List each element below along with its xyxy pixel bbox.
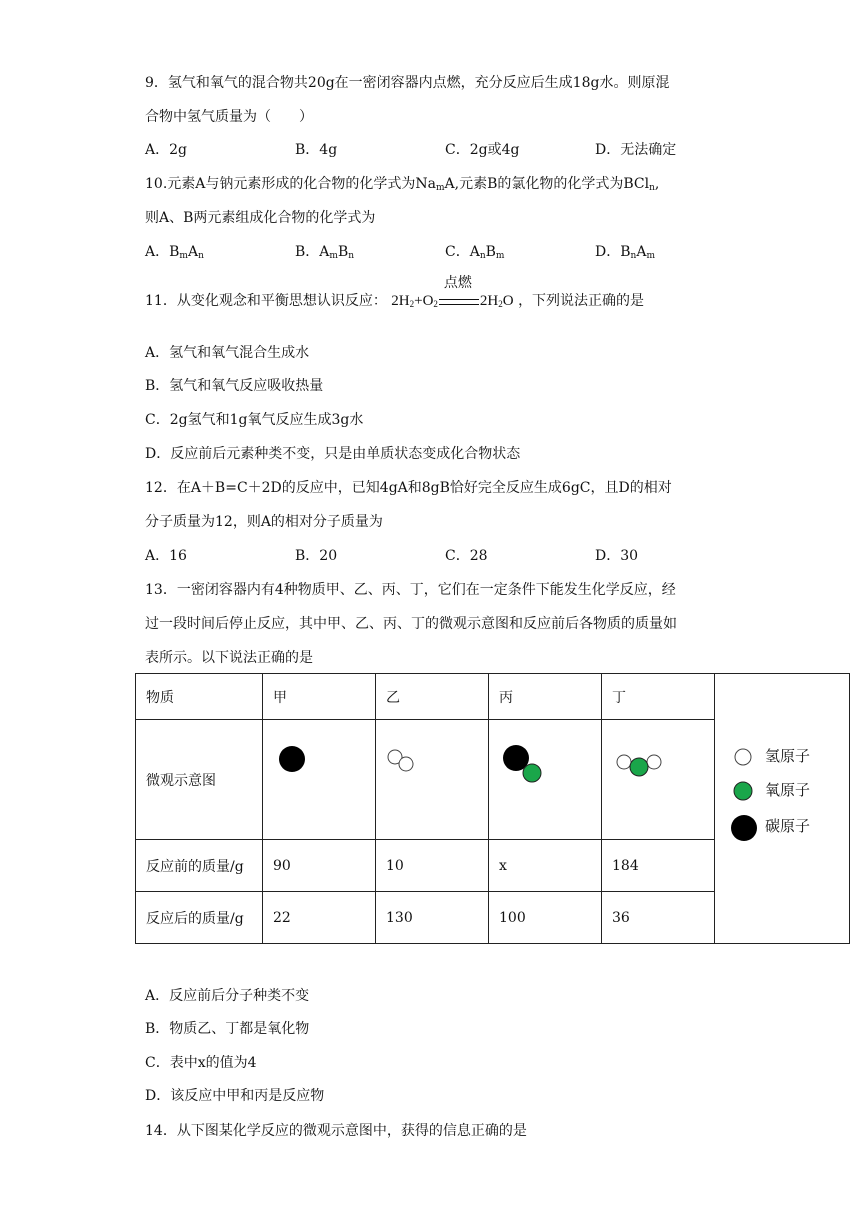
cell-after-jia: 22 bbox=[263, 892, 376, 944]
q9-stem-line1: 9．氢气和氧气的混合物共20g在一密闭容器内点燃，充分反应后生成18g水。则原混 bbox=[145, 75, 670, 91]
q11-option-d: D．反应前后元素种类不变，只是由单质状态变成化合物状态 bbox=[145, 446, 521, 462]
cell-after-yi: 130 bbox=[376, 892, 489, 944]
q13-option-a: A．反应前后分子种类不变 bbox=[145, 988, 310, 1004]
cell-before-jia: 90 bbox=[263, 840, 376, 892]
q11-option-b: B．氢气和氧气反应吸收热量 bbox=[145, 378, 324, 394]
q10-a-mid: A bbox=[187, 244, 199, 260]
carbon-atom-icon bbox=[731, 815, 759, 843]
q13-stem-line3: 表所示。以下说法正确的是 bbox=[145, 650, 313, 666]
cell-micro-label: 微观示意图 bbox=[136, 720, 263, 840]
legend-label-hydrogen: 氢原子 bbox=[765, 747, 811, 765]
q12-stem-line2: 分子质量为12，则A的相对分子质量为 bbox=[145, 514, 383, 530]
q12-option-c: C．28 bbox=[445, 548, 488, 564]
hydrogen-molecule-icon bbox=[386, 744, 426, 784]
q10-a-sub2: n bbox=[198, 251, 204, 261]
cell-before-label: 反应前的质量/g bbox=[136, 840, 263, 892]
q10-b-sub1: m bbox=[329, 251, 338, 261]
q12-option-d: D．30 bbox=[595, 548, 639, 564]
q9-option-c: C．2g或4g bbox=[445, 142, 520, 158]
cell-micro-jia bbox=[263, 720, 376, 840]
eq-double-line bbox=[439, 299, 479, 305]
q10-a-sub1: m bbox=[179, 251, 188, 261]
cell-before-ding: 184 bbox=[602, 840, 715, 892]
q10-option-c bbox=[445, 242, 504, 262]
q10-c-pre: C．A bbox=[445, 244, 480, 260]
hydrogen-atom-icon bbox=[647, 755, 661, 769]
cell-before-yi: 10 bbox=[376, 840, 489, 892]
cell-after-bing: 100 bbox=[489, 892, 602, 944]
co-molecule-icon bbox=[499, 744, 549, 788]
q10-c-sub2: m bbox=[495, 251, 505, 261]
cell-header-bing: 丙 bbox=[489, 674, 602, 720]
oxygen-atom-icon bbox=[523, 764, 541, 782]
q10-b-sub2: n bbox=[348, 251, 355, 261]
hydrogen-atom-icon bbox=[617, 755, 631, 769]
hydrogen-atom-icon bbox=[731, 745, 755, 769]
q11-stem-after: ，下列说法正确的是 bbox=[518, 293, 645, 309]
table-row-header bbox=[136, 674, 850, 720]
q10-a-pre: A．B bbox=[145, 244, 180, 260]
q10-b-pre: B．A bbox=[295, 244, 330, 260]
q13-table bbox=[135, 673, 850, 944]
q9-option-d: D．无法确定 bbox=[595, 142, 677, 158]
q10-d-pre: D．B bbox=[595, 244, 631, 260]
legend-cell bbox=[715, 674, 850, 944]
q11-stem bbox=[145, 275, 645, 311]
q11-stem-before: 11．从变化观念和平衡思想认识反应： bbox=[145, 293, 387, 309]
eq-sub-3: 2 bbox=[498, 299, 503, 309]
hydrogen-atom-icon bbox=[399, 757, 413, 771]
oxygen-atom-icon bbox=[630, 758, 648, 776]
cell-micro-ding bbox=[602, 720, 715, 840]
carbon-atom-icon bbox=[279, 746, 305, 772]
q13-option-c: C．表中x的值为4 bbox=[145, 1055, 257, 1071]
q10-d-mid: A bbox=[636, 244, 647, 260]
cell-before-bing: x bbox=[489, 840, 602, 892]
q10-c-sub1: n bbox=[479, 251, 486, 261]
q10-option-b bbox=[295, 242, 354, 262]
q10-d-sub1: n bbox=[630, 251, 637, 261]
q11-option-a: A．氢气和氧气混合生成水 bbox=[145, 345, 310, 361]
q10-option-a bbox=[145, 242, 204, 262]
eq-sub-2: 2 bbox=[433, 299, 438, 309]
q10-text-b: A,元素B的氯化物的化学式为BCl bbox=[444, 176, 650, 192]
cell-header-ding: 丁 bbox=[602, 674, 715, 720]
q10-stem-line2: 则A、B两元素组成化合物的化学式为 bbox=[145, 210, 376, 226]
eq-2h-right: 2H bbox=[479, 293, 499, 309]
cell-micro-yi bbox=[376, 720, 489, 840]
q10-c-mid: B bbox=[485, 244, 496, 260]
eq-2h: 2H bbox=[391, 293, 410, 309]
water-molecule-icon bbox=[612, 746, 668, 786]
q12-option-a: A．16 bbox=[145, 548, 187, 564]
q10-sub-n: n bbox=[649, 183, 655, 193]
eq-plus-o: +O bbox=[414, 293, 434, 309]
q10-option-d bbox=[595, 242, 655, 262]
q13-stem-line2: 过一段时间后停止反应，其中甲、乙、丙、丁的微观示意图和反应前后各物质的质量如 bbox=[145, 616, 677, 632]
carbon-atom-molecule-icon bbox=[277, 744, 317, 784]
oxygen-atom-icon bbox=[731, 779, 755, 803]
q9-option-b: B．4g bbox=[295, 142, 338, 158]
legend-label-oxygen: 氧原子 bbox=[765, 781, 811, 799]
q13-stem-line1: 13．一密闭容器内有4种物质甲、乙、丙、丁，它们在一定条件下能发生化学反应，经 bbox=[145, 582, 676, 598]
eq-arrow bbox=[438, 275, 480, 311]
q10-text-a: 10.元素A与钠元素形成的化合物的化学式为Na bbox=[145, 176, 436, 192]
eq-o-right: O bbox=[502, 293, 514, 309]
cell-header-jia: 甲 bbox=[263, 674, 376, 720]
q10-sub-m: m bbox=[435, 183, 445, 193]
q12-stem-line1: 12．在A＋B=C＋2D的反应中，已知4gA和8gB恰好完全反应生成6gC，且D的相对 bbox=[145, 480, 672, 496]
q13-option-b: B．物质乙、丁都是氧化物 bbox=[145, 1021, 310, 1037]
q11-equation bbox=[391, 275, 514, 309]
q10-stem-line1 bbox=[145, 174, 659, 194]
cell-after-label: 反应后的质量/g bbox=[136, 892, 263, 944]
q14-stem: 14．从下图某化学反应的微观示意图中，获得的信息正确的是 bbox=[145, 1123, 527, 1139]
eq-sub-1: 2 bbox=[409, 299, 415, 309]
q9-stem-line2: 合物中氢气质量为（ ） bbox=[145, 109, 313, 125]
q10-text-c: , bbox=[654, 176, 660, 192]
legend-label-carbon: 碳原子 bbox=[765, 817, 811, 835]
q11-option-c: C．2g氢气和1g氧气反应生成3g水 bbox=[145, 412, 364, 428]
cell-micro-bing bbox=[489, 720, 602, 840]
cell-header-yi: 乙 bbox=[376, 674, 489, 720]
q9-option-a: A．2g bbox=[145, 142, 187, 158]
q12-option-b: B．20 bbox=[295, 548, 338, 564]
q10-b-mid: B bbox=[337, 244, 349, 260]
q13-option-d: D．该反应中甲和丙是反应物 bbox=[145, 1088, 325, 1104]
eq-condition: 点燃 bbox=[443, 275, 472, 291]
q10-d-sub2: m bbox=[646, 251, 655, 261]
cell-header-substance: 物质 bbox=[136, 674, 263, 720]
cell-after-ding: 36 bbox=[602, 892, 715, 944]
